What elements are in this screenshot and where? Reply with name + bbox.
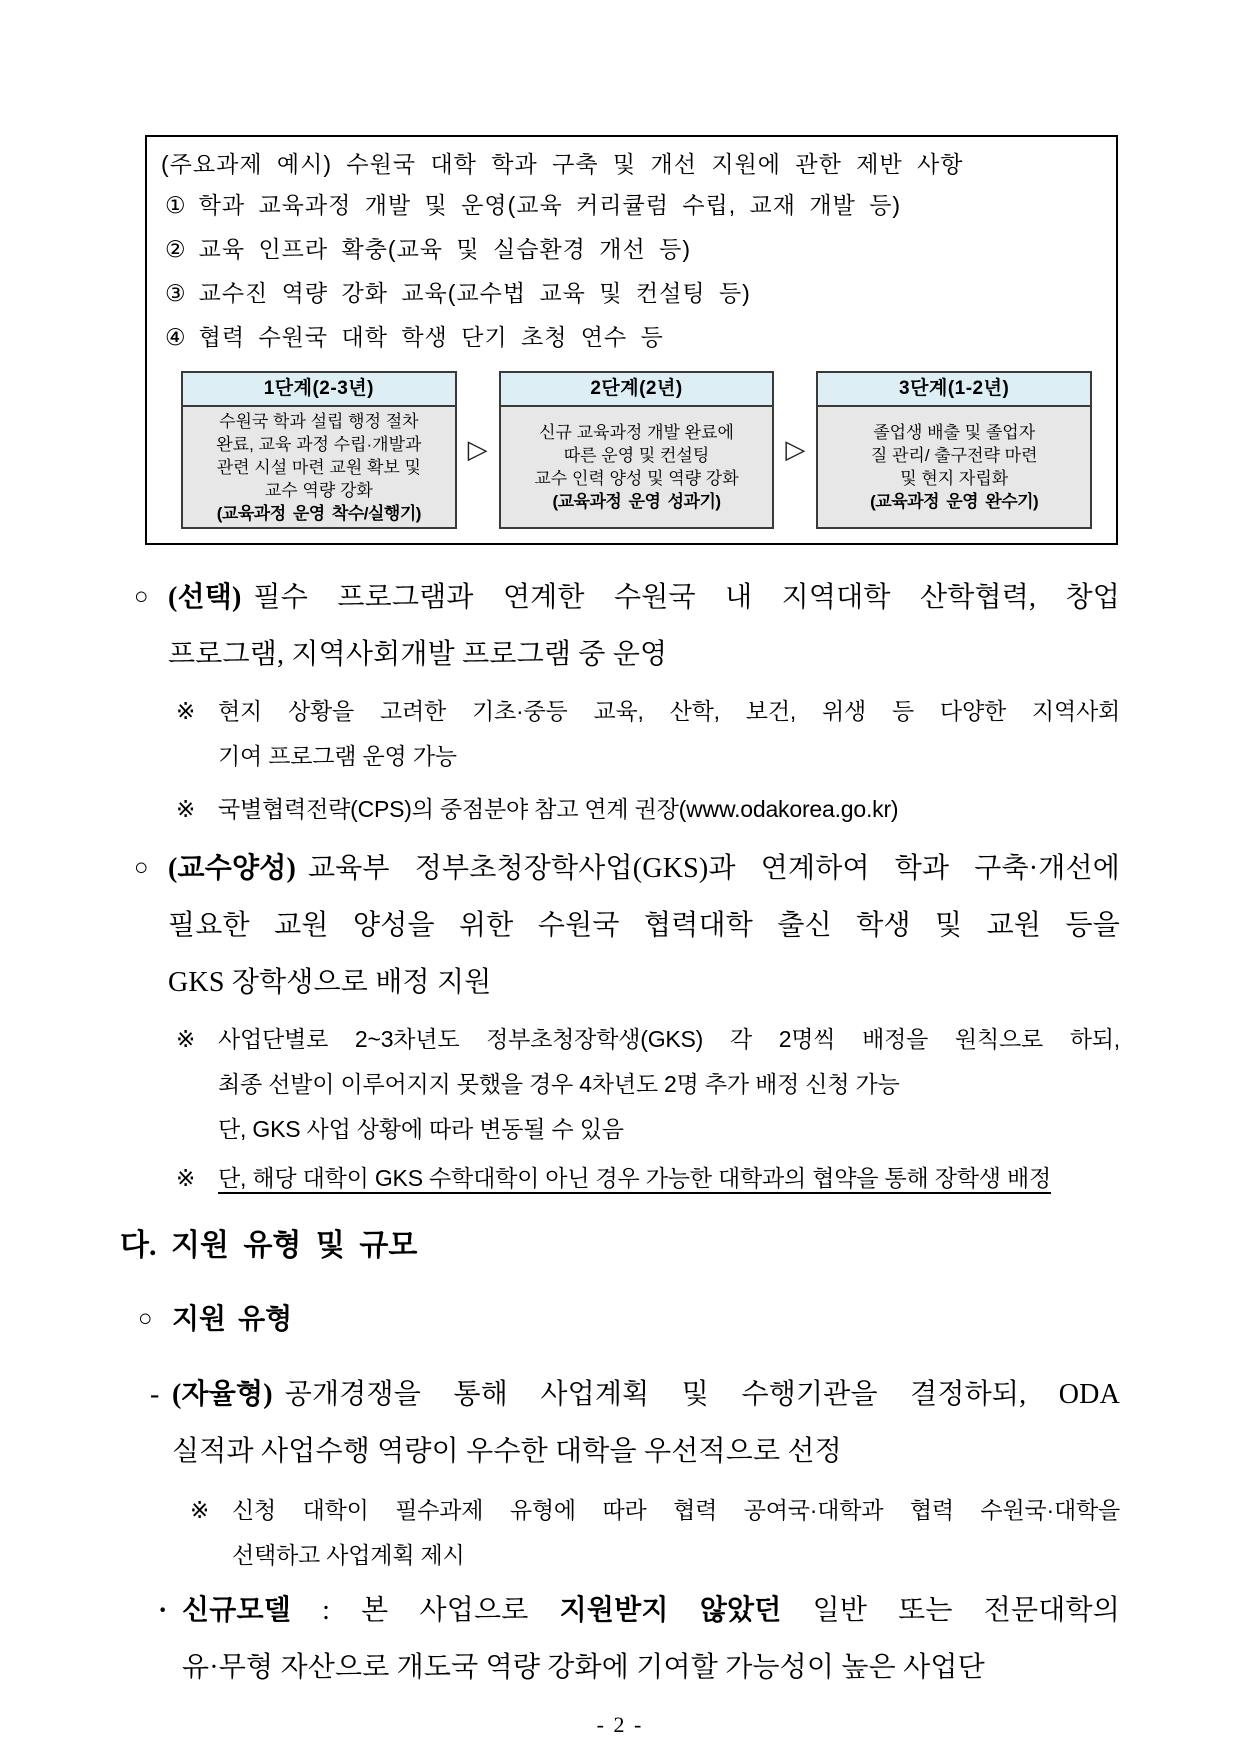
paragraph-text: 교육부 정부초청장학사업(GKS)과 연계하여 학과 구축·개선에 — [308, 853, 1120, 884]
stage-body — [501, 407, 773, 527]
paragraph-line — [168, 569, 1120, 626]
paragraph-text: 필수 프로그램과 연계한 수원국 내 지역대학 산학협력, 창업 — [253, 582, 1120, 613]
stage-header: 1단계(2-3년) — [183, 373, 455, 407]
bullet-label: (선택) — [168, 582, 242, 613]
reference-mark-icon: ※ — [190, 1497, 210, 1523]
circle-bullet-icon: ○ — [134, 855, 149, 881]
stage-header: 3단계(1-2년) — [818, 373, 1090, 407]
paragraph-line: 유·무형 자산으로 개도국 역량 강화에 기여할 가능성이 높은 사업단 — [182, 1652, 985, 1683]
paragraph-line — [172, 1366, 1120, 1423]
circled-number-icon: ① — [165, 192, 187, 218]
stage-body-line: 따른 운영 및 컨설팅 — [563, 446, 710, 465]
task-item-text: 협력 수원국 대학 학생 단기 초청 연수 등 — [198, 324, 664, 350]
paragraph-line: 필요한 교원 양성을 위한 수원국 협력대학 출신 학생 및 교원 등을 — [168, 910, 1120, 941]
paragraph-line: 프로그램, 지역사회개발 프로그램 중 운영 — [168, 639, 668, 670]
paragraph-line — [182, 1582, 1120, 1639]
stage-body-line: 수원국 학과 설립 행정 절차 — [219, 411, 419, 431]
stage-phase: (교육과정 운영 착수/실행기) — [216, 503, 421, 523]
task-box — [145, 135, 1118, 545]
task-item-text: 교수진 역량 강화 교육(교수법 교육 및 컨설팅 등) — [198, 280, 751, 306]
bullet-label: (자율형) — [172, 1379, 273, 1410]
reference-mark-icon: ※ — [176, 698, 196, 724]
note-line-underlined: 단, 해당 대학이 GKS 수학대학이 아닌 경우 가능한 대학과의 협약을 통해 장학생 배정 — [218, 1165, 1052, 1191]
note-line: 신청 대학이 필수과제 유형에 따라 협력 공여국·대학과 협력 수원국·대학을 — [232, 1497, 1120, 1523]
circle-bullet-icon: ○ — [138, 1306, 153, 1332]
dot-bullet-icon: · — [158, 1595, 168, 1626]
stage-phase: (교육과정 운영 성과기) — [552, 492, 721, 511]
stage-phase: (교육과정 운영 완수기) — [870, 492, 1039, 511]
stage-2 — [499, 371, 775, 529]
stage-body-line: 관련 시설 마련 교원 확보 및 — [216, 457, 421, 477]
task-item-text: 교육 인프라 확충(교육 및 실습환경 개선 등) — [198, 236, 691, 262]
stage-body-line: 질 관리/ 출구전략 마련 — [870, 446, 1038, 465]
note-line: 사업단별로 2~3차년도 정부초청장학생(GKS) 각 2명씩 배정을 원칙으로 하되, — [218, 1026, 1120, 1052]
paragraph-text: : 본 사업으로 — [291, 1595, 560, 1626]
paragraph-line: GKS 장학생으로 배정 지원 — [168, 967, 492, 998]
task-item — [161, 227, 1102, 271]
stage-body-line: 교수 역량 강화 — [264, 480, 373, 500]
paragraph-text: 일반 또는 전문대학의 — [781, 1595, 1120, 1626]
sub-heading-text: 지원 유형 — [172, 1304, 293, 1335]
note-line: 단, GKS 사업 상황에 따라 변동될 수 있음 — [218, 1116, 624, 1142]
stage-body-line: 및 현지 자립화 — [900, 469, 1009, 488]
note-gks-exception — [120, 1156, 1120, 1201]
stage-body-line: 신규 교육과정 개발 완료에 — [539, 423, 734, 442]
bullet-select — [120, 569, 1120, 683]
circled-number-icon: ③ — [165, 280, 187, 306]
stage-3 — [816, 371, 1092, 529]
task-item — [161, 315, 1102, 359]
stage-1 — [181, 371, 457, 529]
note-line: 현지 상황을 고려한 기초·중등 교육, 산학, 보건, 위생 등 다양한 지역사회 — [218, 698, 1120, 724]
flow-arrow-icon: ▷ — [785, 435, 806, 465]
task-item — [161, 271, 1102, 315]
dash-bullet-icon: - — [150, 1379, 160, 1410]
section-heading: 다. 지원 유형 및 규모 — [120, 1229, 418, 1262]
task-box-title: (주요과제 예시) 수원국 대학 학과 구축 및 개선 지원에 관한 제반 사항 — [161, 151, 964, 177]
stage-flow — [161, 371, 1102, 529]
bullet-autonomous-type — [120, 1366, 1120, 1480]
flow-arrow-icon: ▷ — [467, 435, 488, 465]
paragraph-line: 실적과 사업수행 역량이 우수한 대학을 우선적으로 선정 — [172, 1436, 842, 1467]
reference-mark-icon: ※ — [176, 1165, 196, 1191]
sub-heading-support-type — [120, 1297, 1120, 1342]
stage-header: 2단계(2년) — [501, 373, 773, 407]
paragraph-line — [168, 840, 1120, 897]
circled-number-icon: ④ — [165, 324, 187, 350]
bullet-label: 신규모델 — [182, 1595, 291, 1626]
note-line: 기여 프로그램 운영 가능 — [218, 743, 457, 769]
reference-mark-icon: ※ — [176, 1026, 196, 1052]
note-line: 최종 선발이 이루어지지 못했을 경우 4차년도 2명 추가 배정 신청 가능 — [218, 1071, 900, 1097]
stage-body-line: 교수 인력 양성 및 역량 강화 — [534, 469, 739, 488]
bullet-professor-training — [120, 840, 1120, 1011]
task-item — [161, 183, 1102, 227]
emphasized-text: 지원받지 않았던 — [559, 1595, 782, 1626]
reference-mark-icon: ※ — [176, 796, 196, 822]
circle-bullet-icon: ○ — [134, 584, 149, 610]
note-university-selection — [120, 1488, 1120, 1578]
stage-body — [183, 407, 455, 527]
note-cps-link — [120, 787, 1120, 832]
note-gks-allocation — [120, 1017, 1120, 1152]
page-number: - 2 - — [596, 1712, 644, 1737]
stage-body — [818, 407, 1090, 527]
paragraph-text: 공개경쟁을 통해 사업계획 및 수행기관을 결정하되, ODA — [284, 1379, 1120, 1410]
note-local-programs — [120, 689, 1120, 779]
bullet-new-model — [120, 1582, 1120, 1696]
note-line: 국별협력전략(CPS)의 중점분야 참고 연계 권장(www.odakorea.go.kr) — [218, 796, 899, 822]
circled-number-icon: ② — [165, 236, 187, 262]
stage-body-line: 졸업생 배출 및 졸업자 — [873, 423, 1036, 442]
note-line: 선택하고 사업계획 제시 — [232, 1542, 465, 1568]
bullet-label: (교수양성) — [168, 853, 297, 884]
task-item-text: 학과 교육과정 개발 및 운영(교육 커리큘럼 수립, 교재 개발 등) — [198, 192, 902, 218]
stage-body-line: 완료, 교육 과정 수립·개발과 — [216, 434, 422, 454]
